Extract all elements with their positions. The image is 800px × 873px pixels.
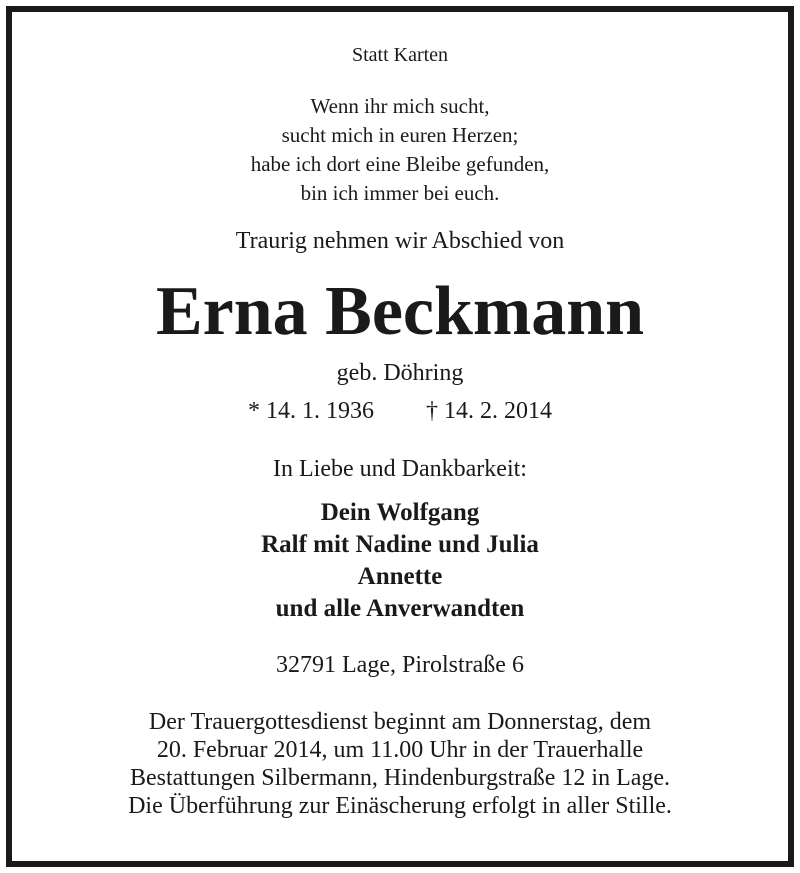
poem-block: [0, 92, 800, 208]
poem-line: sucht mich in euren Herzen;: [281, 123, 519, 147]
service-line: Die Überführung zur Einäscherung erfolgt in aller Stille.: [128, 793, 672, 819]
death-date: † 14. 2. 2014: [426, 398, 552, 424]
family-block: [0, 497, 800, 625]
service-block: [0, 708, 800, 820]
poem-line: habe ich dort eine Bleibe gefunden,: [250, 152, 550, 176]
family-line: Ralf mit Nadine und Julia: [261, 531, 539, 558]
address-text: 32791 Lage, Pirolstraße 6: [276, 652, 524, 678]
family-line: und alle Anverwandten: [275, 595, 525, 622]
deceased-name: Erna Beckmann: [155, 273, 645, 350]
header-text: Statt Karten: [351, 44, 449, 66]
birth-date: * 14. 1. 1936: [248, 398, 374, 424]
service-line: Bestattungen Silbermann, Hindenburgstraße 12 in Lage.: [129, 765, 671, 791]
maiden-name: geb. Döhring: [336, 360, 464, 386]
service-line: 20. Februar 2014, um 11.00 Uhr in der Trauerhalle: [156, 737, 644, 763]
life-dates: [0, 398, 800, 425]
service-line: Der Trauergottesdienst beginnt am Donnerstag, dem: [148, 709, 652, 735]
family-line: Dein Wolfgang: [320, 499, 480, 526]
gratitude-text: In Liebe und Dankbarkeit:: [273, 456, 527, 482]
intro-text: Traurig nehmen wir Abschied von: [235, 228, 565, 254]
poem-line: Wenn ihr mich sucht,: [310, 94, 490, 118]
poem-line: bin ich immer bei euch.: [300, 181, 500, 205]
family-line: Annette: [357, 563, 443, 590]
